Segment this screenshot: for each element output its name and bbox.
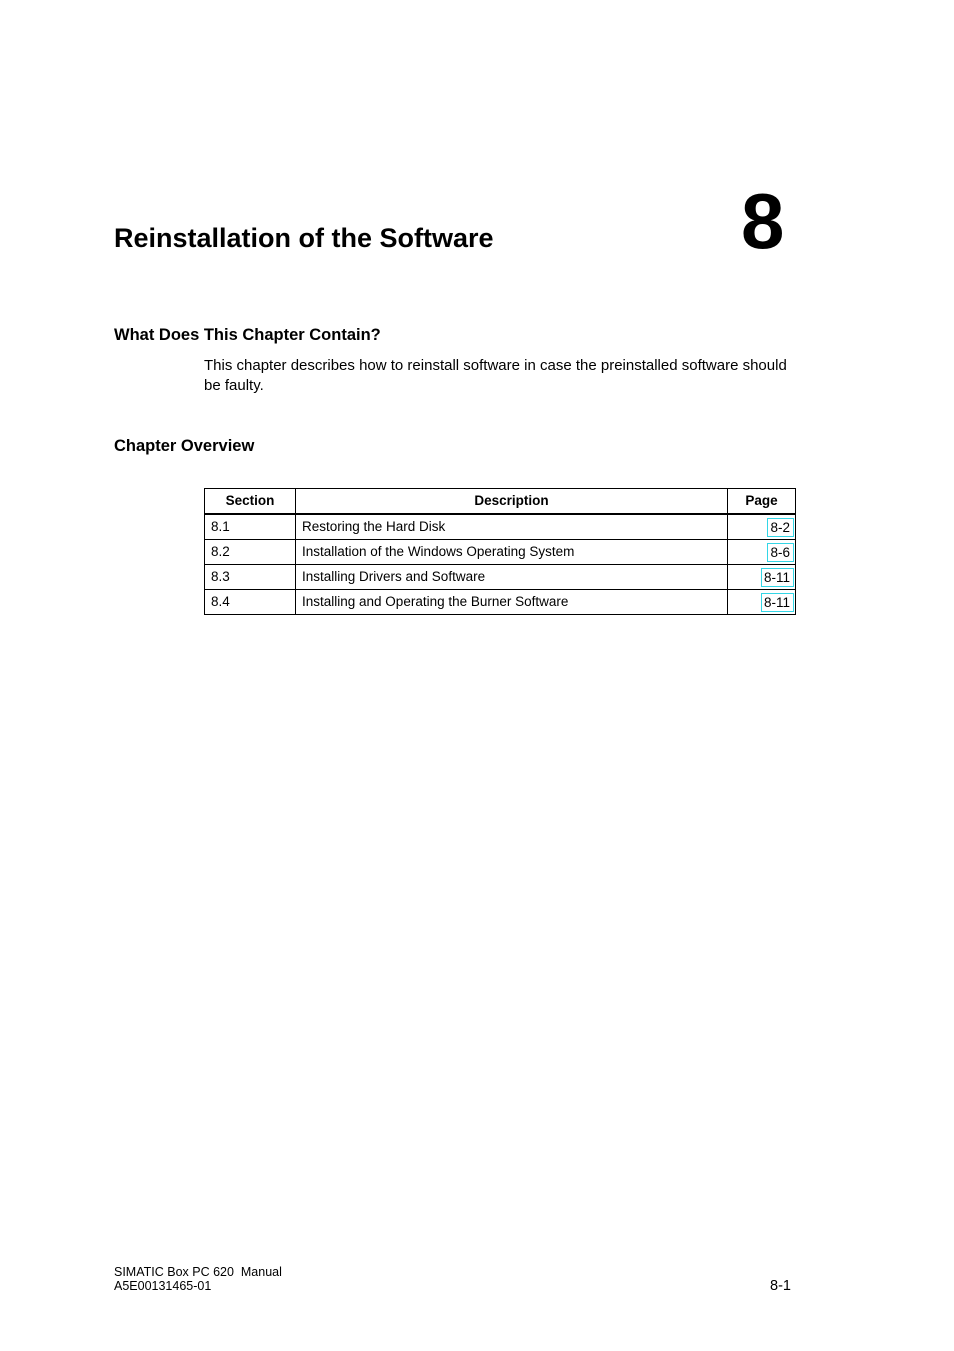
table-row bbox=[205, 514, 796, 540]
table-row bbox=[205, 565, 796, 590]
row-description: Installing and Operating the Burner Software bbox=[296, 590, 728, 615]
row-description: Installation of the Windows Operating System bbox=[296, 540, 728, 565]
page-link-8-3[interactable]: 8-11 bbox=[761, 568, 794, 587]
header-description: Description bbox=[296, 489, 728, 515]
table-header-row bbox=[205, 489, 796, 515]
row-section: 8.4 bbox=[205, 590, 296, 615]
row-page-cell bbox=[728, 540, 796, 565]
row-page-cell bbox=[728, 590, 796, 615]
page-link-8-4[interactable]: 8-11 bbox=[761, 593, 794, 612]
row-description: Installing Drivers and Software bbox=[296, 565, 728, 590]
chapter-title: Reinstallation of the Software bbox=[114, 223, 494, 253]
footer-document-info bbox=[114, 1265, 282, 1293]
page-link-8-2[interactable]: 8-6 bbox=[767, 543, 794, 562]
overview-heading: Chapter Overview bbox=[114, 437, 255, 455]
table-row bbox=[205, 540, 796, 565]
footer-manual-title: SIMATIC Box PC 620 Manual bbox=[114, 1265, 282, 1279]
row-section: 8.2 bbox=[205, 540, 296, 565]
footer-page-number: 8-1 bbox=[770, 1278, 791, 1294]
row-description: Restoring the Hard Disk bbox=[296, 514, 728, 540]
chapter-number: 8 bbox=[741, 177, 785, 265]
header-section: Section bbox=[205, 489, 296, 515]
page-link-8-1[interactable]: 8-2 bbox=[767, 518, 794, 537]
row-page-cell bbox=[728, 565, 796, 590]
contents-heading: What Does This Chapter Contain? bbox=[114, 326, 381, 344]
contents-text: This chapter describes how to reinstall software in case the preinstalled software should be faulty. bbox=[204, 357, 787, 394]
chapter-overview-table bbox=[204, 488, 796, 615]
row-section: 8.3 bbox=[205, 565, 296, 590]
row-section: 8.1 bbox=[205, 514, 296, 540]
header-page: Page bbox=[728, 489, 796, 515]
footer-order-number: A5E00131465-01 bbox=[114, 1279, 212, 1293]
row-page-cell bbox=[728, 514, 796, 540]
table-row bbox=[205, 590, 796, 615]
